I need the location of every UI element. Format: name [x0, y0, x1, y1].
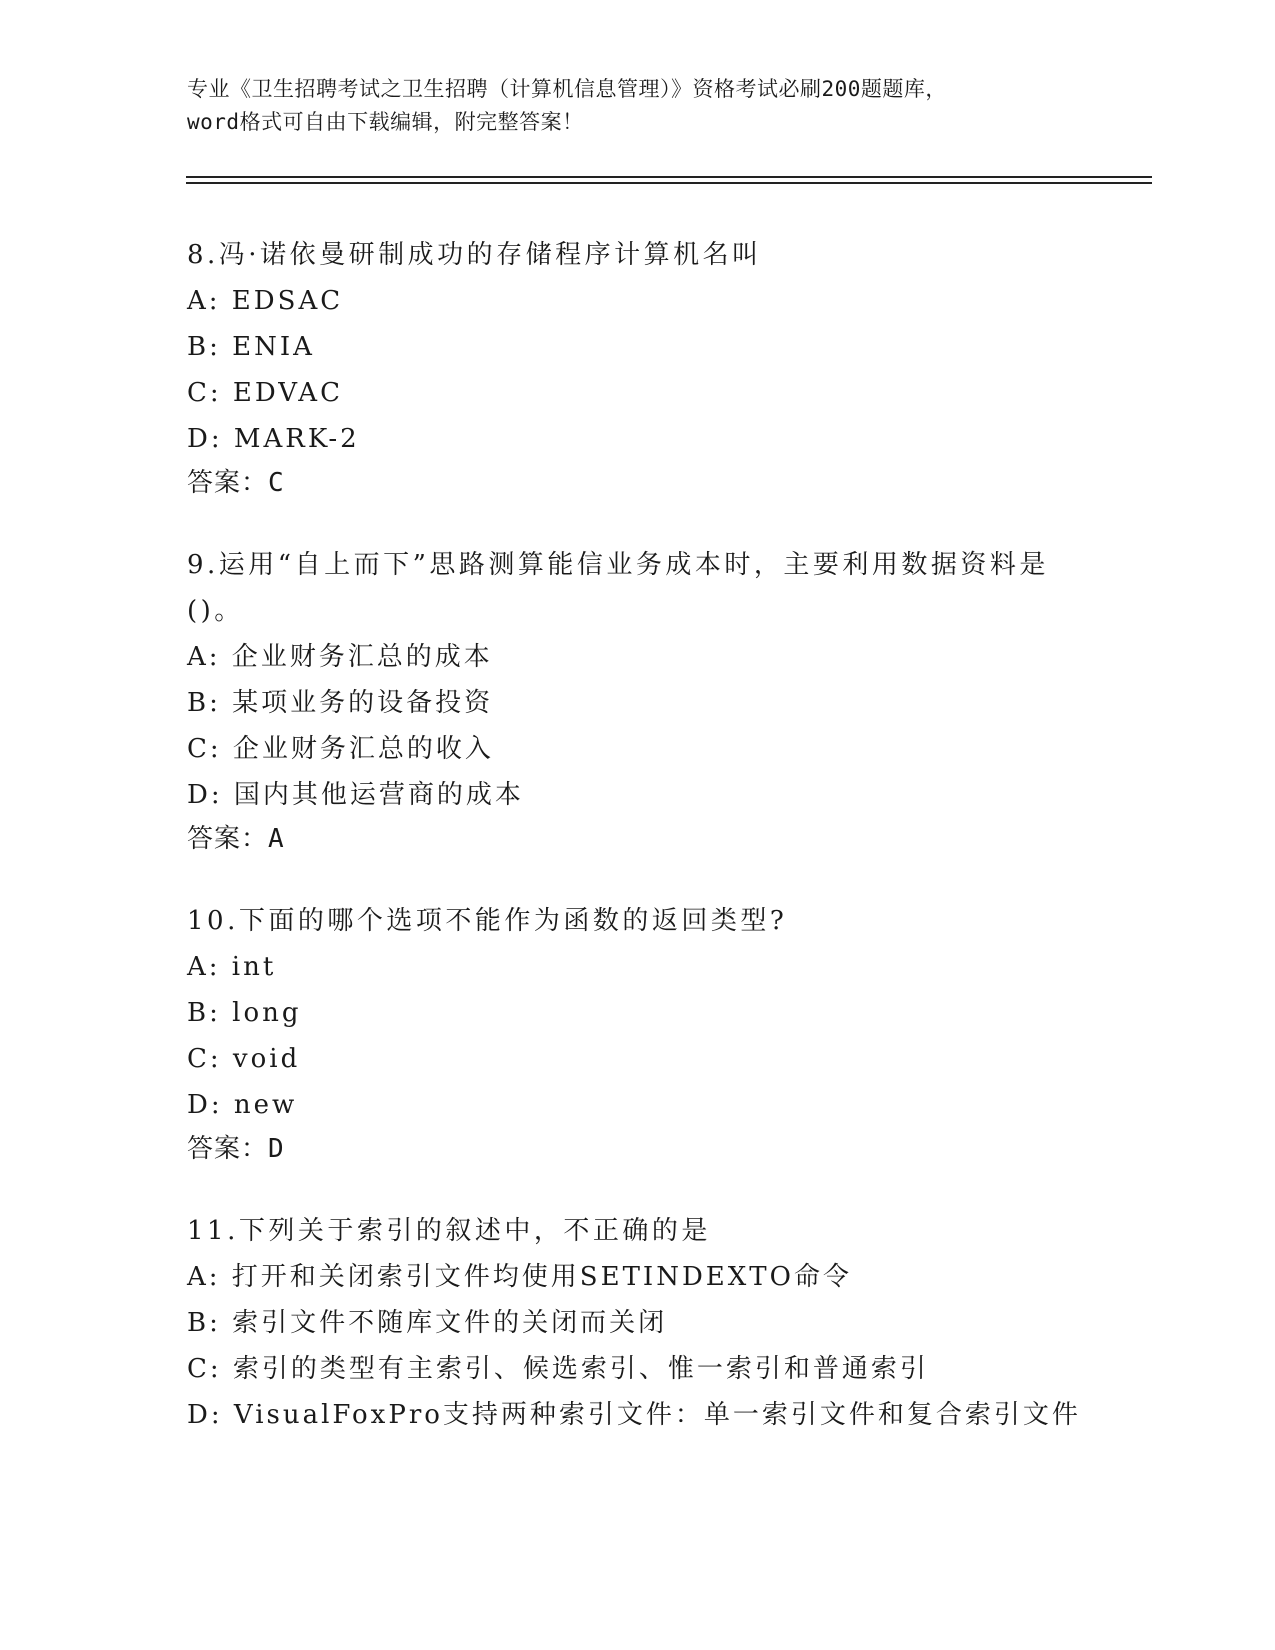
question-list [187, 232, 1087, 1483]
question-10 [187, 898, 1087, 1170]
question-11 [187, 1208, 1087, 1438]
document-header [187, 73, 1087, 139]
question-text: 10.下面的哪个选项不能作为函数的返回类型? [187, 906, 788, 936]
answer-line: 答案：D [187, 1134, 285, 1164]
header-line-2: word格式可自由下载编辑，附完整答案！ [187, 110, 584, 134]
option-b: B: ENIA [187, 332, 315, 362]
option-d: D: MARK-2 [187, 424, 360, 454]
option-b: B: 某项业务的设备投资 [187, 688, 494, 718]
option-a: A: EDSAC [187, 286, 344, 316]
answer-line: 答案：C [187, 468, 285, 498]
option-b: B: 索引文件不随库文件的关闭而关闭 [187, 1308, 668, 1338]
question-text: 11.下列关于索引的叙述中，不正确的是 [187, 1216, 711, 1246]
header-divider-top [186, 176, 1152, 178]
option-d: D: new [187, 1090, 298, 1120]
option-d: D: 国内其他运营商的成本 [187, 780, 524, 810]
question-text: 9.运用“自上而下”思路测算能信业务成本时，主要利用数据资料是()。 [187, 550, 1049, 626]
option-a: A: 打开和关闭索引文件均使用SETINDEXTO命令 [187, 1262, 852, 1292]
option-c: C: 企业财务汇总的收入 [187, 734, 494, 764]
question-9 [187, 542, 1087, 860]
option-c: C: 索引的类型有主索引、候选索引、惟一索引和普通索引 [187, 1354, 929, 1384]
option-d: D: VisualFoxPro支持两种索引文件：单一索引文件和复合索引文件 [187, 1400, 1081, 1430]
question-8 [187, 232, 1087, 504]
header-divider-bottom [186, 182, 1152, 184]
option-c: C: void [187, 1044, 301, 1074]
option-c: C: EDVAC [187, 378, 343, 408]
option-b: B: long [187, 998, 302, 1028]
question-text: 8.冯·诺依曼研制成功的存储程序计算机名叫 [187, 240, 762, 270]
option-a: A: int [187, 952, 277, 982]
option-a: A: 企业财务汇总的成本 [187, 642, 493, 672]
answer-line: 答案：A [187, 824, 285, 854]
header-line-1: 专业《卫生招聘考试之卫生招聘（计算机信息管理）》资格考试必刷200题题库， [187, 77, 947, 101]
